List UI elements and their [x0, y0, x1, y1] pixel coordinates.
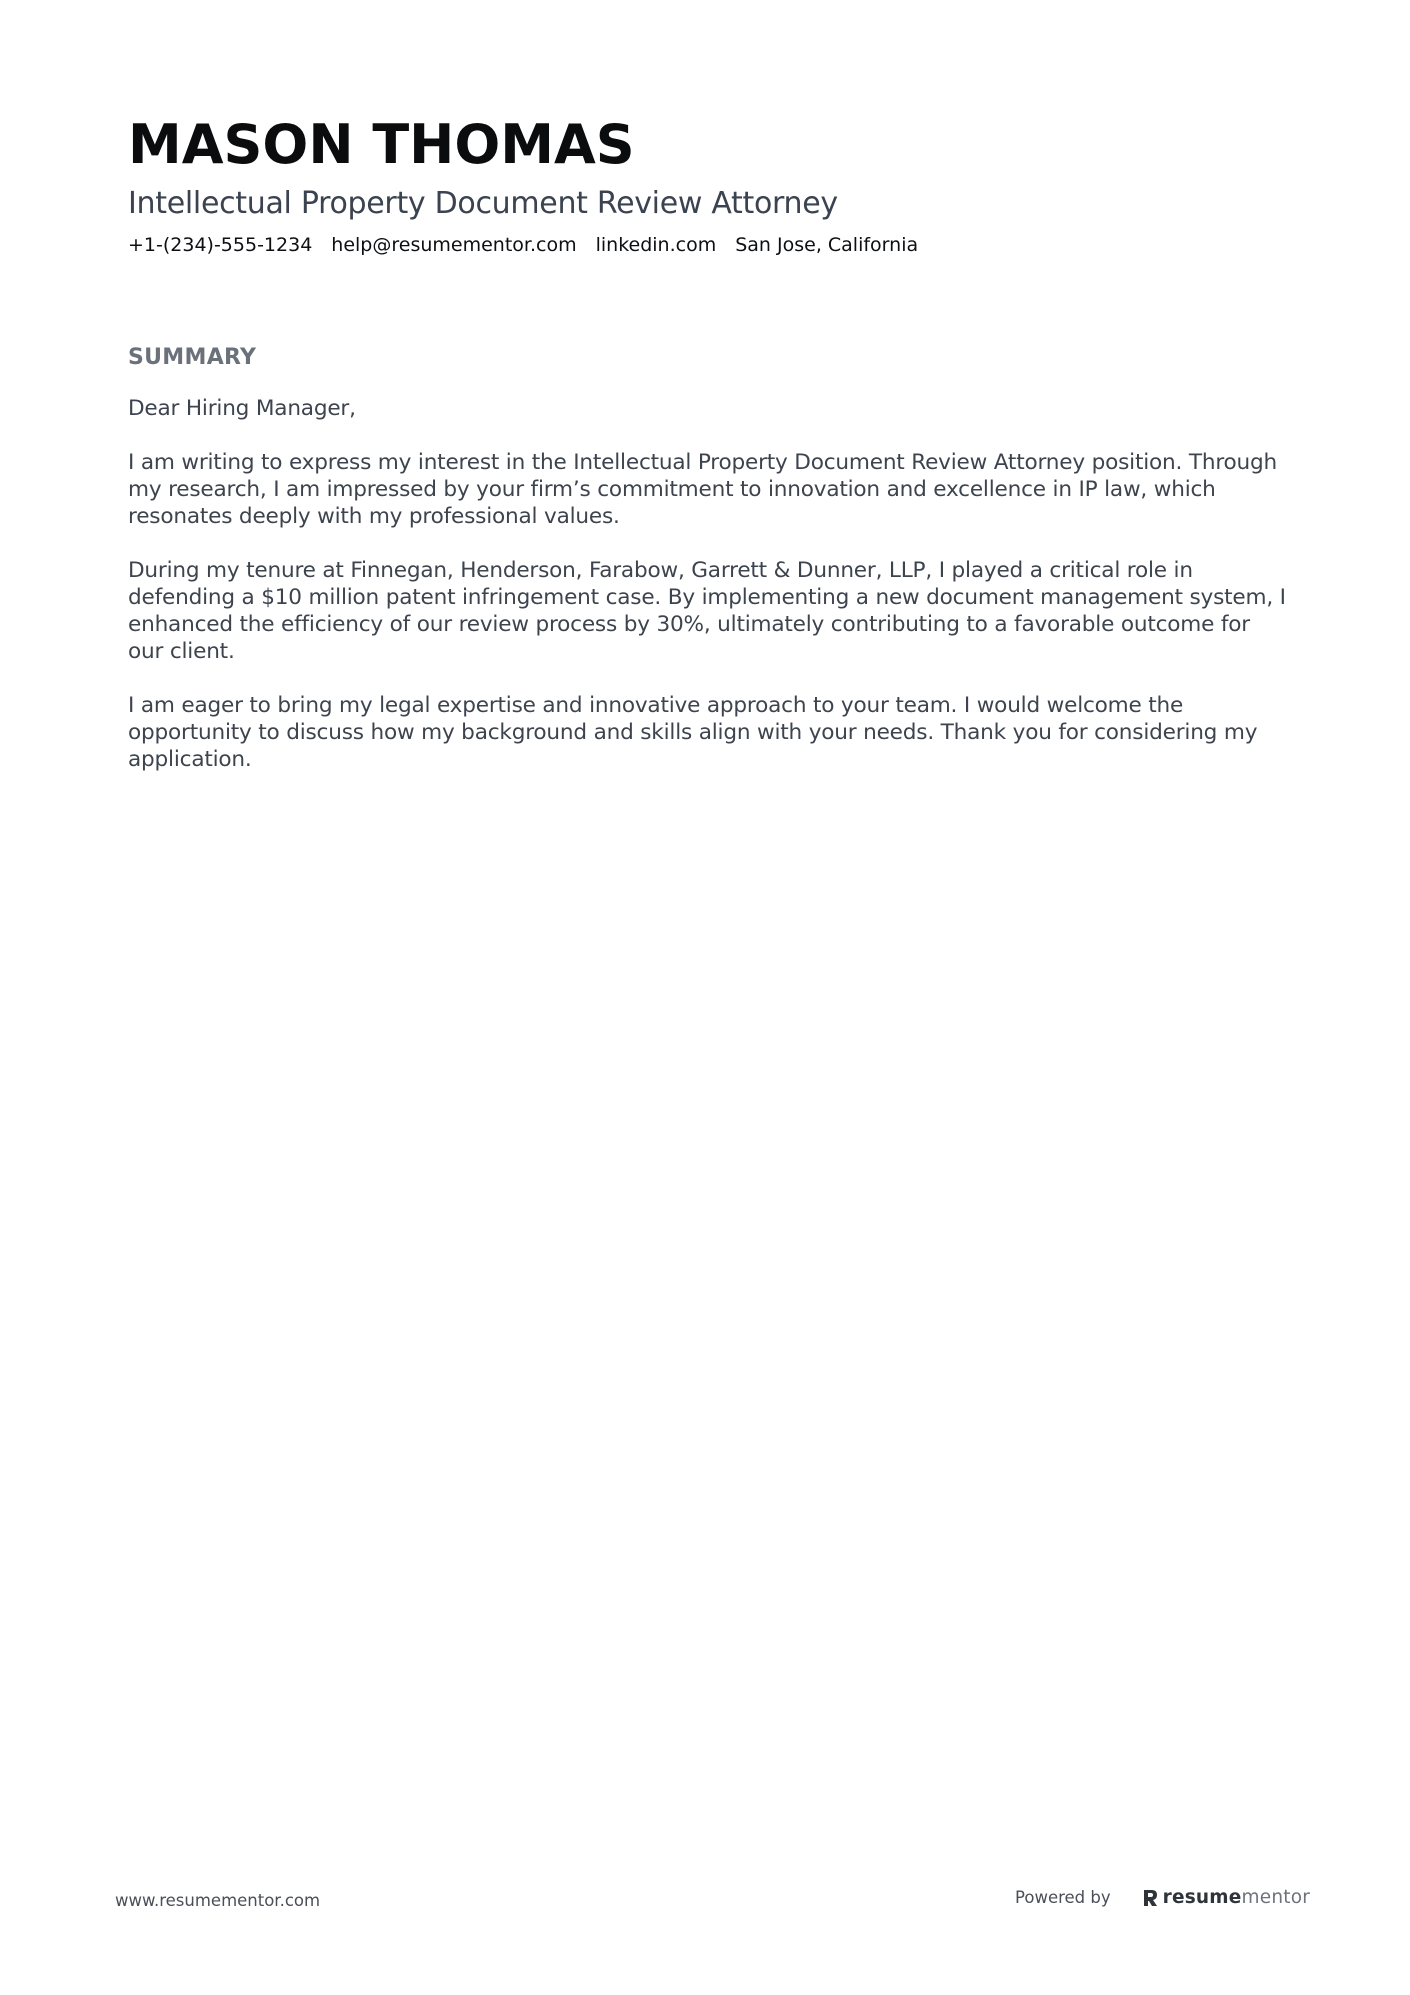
powered-by-label: Powered by — [1015, 1888, 1111, 1907]
footer-powered-by — [1015, 1887, 1310, 1908]
letter-body — [128, 395, 1288, 773]
brand-logo — [1141, 1887, 1310, 1908]
contact-linkedin: linkedin.com — [595, 234, 717, 256]
contact-email: help@resumementor.com — [331, 234, 577, 256]
candidate-name: MASON THOMAS — [128, 113, 635, 176]
letter-greeting: Dear Hiring Manager, — [128, 396, 356, 421]
letter-paragraph: During my tenure at Finnegan, Henderson, Farabow, Garrett & Dunner, LLP, I played a critical role in defending a $10 million patent infringement case. By implementing a new document management system, I enhanced the efficiency of our review process by 30%, ultimately contributing to a favorable outcome for our client. — [128, 558, 1286, 664]
resumementor-logo-icon — [1141, 1888, 1159, 1908]
contact-info — [128, 232, 1288, 258]
section-heading: SUMMARY — [128, 345, 257, 370]
contact-location: San Jose, California — [735, 234, 919, 256]
brand-name-mentor: mentor — [1241, 1887, 1311, 1908]
letter-paragraph: I am eager to bring my legal expertise and innovative approach to your team. I would welcome the opportunity to discuss how my background and skills align with your needs. Thank you for considering my application. — [128, 693, 1258, 772]
footer-website: www.resumementor.com — [115, 1891, 321, 1910]
header — [128, 110, 1288, 258]
letter-paragraph: I am writing to express my interest in the Intellectual Property Document Review Attorney position. Through my research, I am impressed by your firm’s commitment to innovation and excellence in IP law, which resonates deeply with my professional values. — [128, 450, 1278, 529]
contact-phone: +1-(234)-555-1234 — [128, 234, 313, 256]
summary-section — [128, 343, 1288, 800]
job-title: Intellectual Property Document Review Attorney — [128, 186, 838, 221]
brand-name-resume: resume — [1162, 1887, 1242, 1908]
